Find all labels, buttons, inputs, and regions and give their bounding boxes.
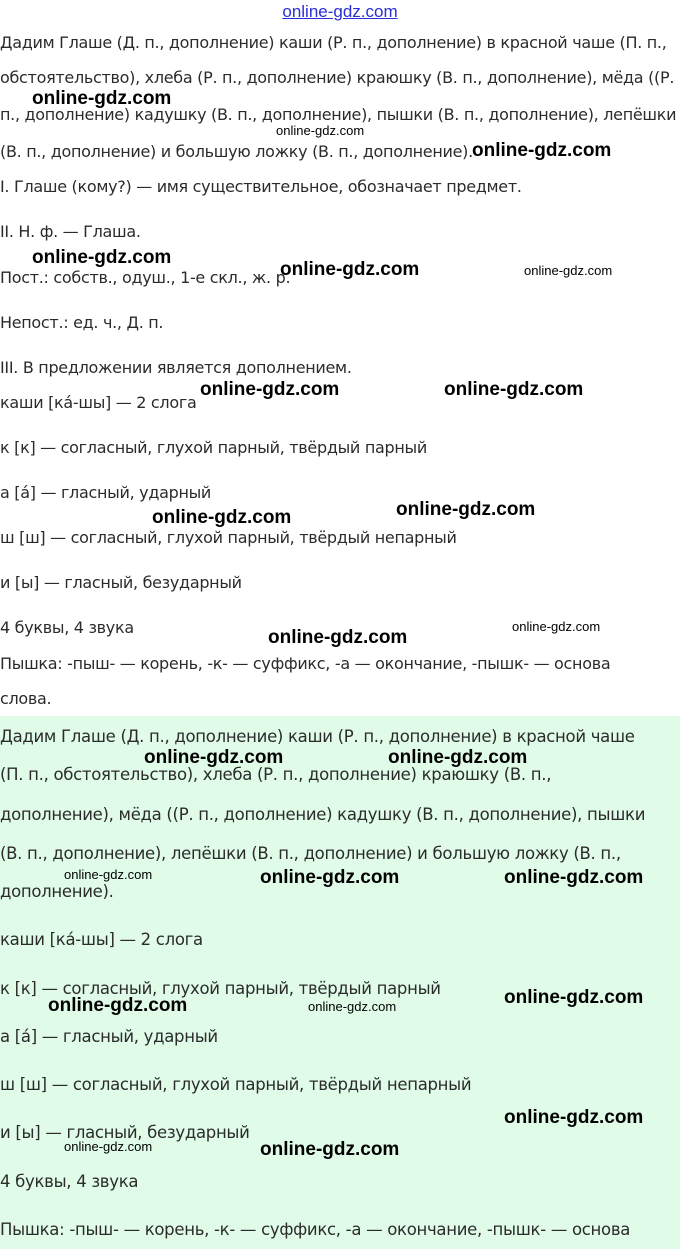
site-link[interactable]: online-gdz.com xyxy=(282,2,398,21)
watermark: online-gdz.com xyxy=(64,867,153,882)
text-line: обстоятельство), хлеба (Р. п., дополнение) краюшку (В. п., дополнение), мёда ((Р. xyxy=(0,68,675,87)
text-line: ш [ш] — согласный, глухой парный, твёрдый непарный xyxy=(0,528,457,547)
text-line: каши [ка́-шы] — 2 слога xyxy=(0,393,197,412)
text-line: Пышка: -пыш- — корень, -к- — суффикс, -а — окончание, -пышк- — основа xyxy=(0,654,611,673)
watermark: online-gdz.com xyxy=(444,379,584,400)
text-line: 4 буквы, 4 звука xyxy=(0,618,134,637)
text-line: к [к] — согласный, глухой парный, твёрдый парный xyxy=(0,979,441,998)
text-line: дополнение). xyxy=(0,882,114,901)
text-line: II. Н. ф. — Глаша. xyxy=(0,222,141,241)
watermark: online-gdz.com xyxy=(472,140,612,161)
text-line: и [ы] — гласный, безударный xyxy=(0,1123,250,1142)
watermark: online-gdz.com xyxy=(152,507,292,528)
watermark: online-gdz.com xyxy=(308,999,397,1014)
text-line: Дадим Глаше (Д. п., дополнение) каши (Р. п., дополнение) в красной чаше xyxy=(0,727,635,746)
watermark: online-gdz.com xyxy=(144,747,284,768)
watermark: online-gdz.com xyxy=(260,867,400,888)
watermark: online-gdz.com xyxy=(32,88,172,109)
watermark: online-gdz.com xyxy=(260,1139,400,1160)
text-line: дополнение), мёда ((Р. п., дополнение) кадушку (В. п., дополнение), пышки xyxy=(0,805,646,824)
watermark: online-gdz.com xyxy=(504,987,644,1008)
watermark: online-gdz.com xyxy=(32,247,172,268)
watermark: online-gdz.com xyxy=(388,747,528,768)
watermark: online-gdz.com xyxy=(512,619,601,634)
text-line: п., дополнение) кадушку (В. п., дополнение), пышки (В. п., дополнение), лепёшки xyxy=(0,105,677,124)
watermark: online-gdz.com xyxy=(48,995,188,1016)
text-line: а [а́] — гласный, ударный xyxy=(0,1027,218,1046)
text-line: III. В предложении является дополнением. xyxy=(0,358,352,377)
text-line: Пышка: -пыш- — корень, -к- — суффикс, -а — окончание, -пышк- — основа xyxy=(0,1220,631,1239)
watermark: online-gdz.com xyxy=(396,499,536,520)
watermark: online-gdz.com xyxy=(524,263,613,278)
text-line: I. Глаше (кому?) — имя существительное, обозначает предмет. xyxy=(0,177,522,196)
watermark: online-gdz.com xyxy=(276,123,365,138)
text-line: а [а́] — гласный, ударный xyxy=(0,483,212,502)
text-line: слова. xyxy=(0,689,52,708)
text-line: (П. п., обстоятельство), хлеба (Р. п., дополнение) краюшку (В. п., xyxy=(0,765,552,784)
text-line: к [к] — согласный, глухой парный, твёрдый парный xyxy=(0,438,427,457)
text-line: (В. п., дополнение) и большую ложку (В. п., дополнение). xyxy=(0,142,473,161)
text-line: и [ы] — гласный, безударный xyxy=(0,573,242,592)
text-line: Пост.: собств., одуш., 1-е скл., ж. р. xyxy=(0,268,291,287)
text-line: Непост.: ед. ч., Д. п. xyxy=(0,313,164,332)
watermark: online-gdz.com xyxy=(504,1107,644,1128)
text-line: (В. п., дополнение), лепёшки (В. п., дополнение) и большую ложку (В. п., xyxy=(0,844,621,863)
watermark: online-gdz.com xyxy=(200,379,340,400)
watermark: online-gdz.com xyxy=(504,867,644,888)
watermark: online-gdz.com xyxy=(268,627,408,648)
watermark: online-gdz.com xyxy=(64,1139,153,1154)
solution-block-2 xyxy=(0,716,680,1249)
text-line: каши [ка́-шы] — 2 слога xyxy=(0,930,203,949)
text-line: Дадим Глаше (Д. п., дополнение) каши (Р. п., дополнение) в красной чаше (П. п., xyxy=(0,33,667,52)
text-line: ш [ш] — согласный, глухой парный, твёрдый непарный xyxy=(0,1075,472,1094)
site-header xyxy=(0,0,680,26)
text-line: 4 буквы, 4 звука xyxy=(0,1172,139,1191)
watermark: online-gdz.com xyxy=(280,259,420,280)
